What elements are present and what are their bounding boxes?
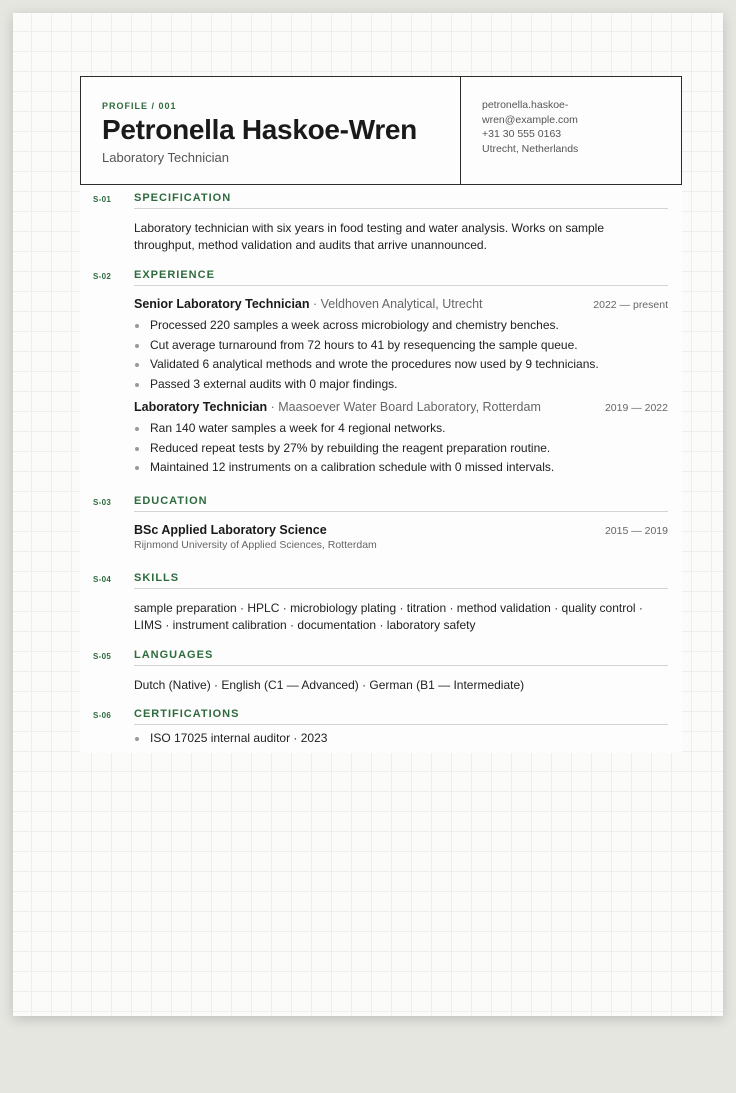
contact-email-line2: wren@example.com — [482, 113, 578, 126]
section-number: S-02 — [93, 272, 112, 281]
identity-block — [81, 77, 461, 184]
section-title: EDUCATION — [134, 495, 668, 512]
job-org: · Maasoever Water Board Laboratory, Rotterdam — [267, 399, 541, 414]
candidate-name: Petronella Haskoe-Wren — [102, 114, 417, 145]
job-header — [134, 400, 668, 414]
section-number: S-03 — [93, 498, 112, 507]
education-dates: 2015 — 2019 — [604, 525, 668, 537]
section-title: EXPERIENCE — [134, 269, 668, 286]
resume-page — [13, 13, 723, 1016]
contact-phone: +31 30 555 0163 — [482, 128, 562, 140]
resume-content — [80, 76, 682, 753]
section-title: SPECIFICATION — [134, 192, 668, 209]
job-bullet: Passed 3 external audits with 0 major findings. — [134, 375, 668, 395]
job-org: · Veldhoven Analytical, Utrecht — [309, 297, 483, 311]
job-bullet: Cut average turnaround from 72 hours to 41 by resequencing the sample queue. — [134, 336, 668, 356]
job-bullet: Processed 220 samples a week across microbiology and chemistry benches. — [134, 316, 668, 336]
contact-email-line1: petronella.haskoe- — [482, 99, 569, 111]
job-header — [134, 297, 668, 311]
section-number: S-01 — [93, 195, 112, 204]
section-title: SKILLS — [134, 572, 668, 589]
section-number: S-04 — [93, 575, 112, 584]
section-languages — [80, 649, 668, 694]
section-title: LANGUAGES — [134, 649, 668, 666]
section-experience — [80, 269, 668, 478]
certification-list — [134, 729, 668, 749]
job-dates: 2019 — 2022 — [604, 401, 668, 414]
section-specification — [80, 192, 668, 254]
job-entry — [134, 297, 668, 395]
certification-item: ISO 17025 internal auditor · 2023 — [134, 729, 668, 749]
job-bullet: Ran 140 water samples a week for 4 regional networks. — [134, 419, 668, 439]
contact-block — [461, 77, 681, 184]
job-bullet: Validated 6 analytical methods and wrote the procedures now used by 9 technicians. — [134, 355, 668, 375]
contact-email[interactable] — [482, 98, 681, 127]
contact-location: Utrecht, Netherlands — [482, 142, 579, 155]
resume-header — [80, 76, 682, 185]
section-education — [80, 495, 668, 551]
section-number: S-05 — [93, 652, 112, 661]
candidate-title: Laboratory Technician — [102, 150, 229, 165]
job-role: Senior Laboratory Technician — [134, 297, 310, 311]
job-role: Laboratory Technician — [134, 399, 268, 414]
job-dates: 2022 — present — [593, 299, 668, 311]
specification-text: Laboratory technician with six years in food testing and water analysis. Works on sample throughput, method validation and audits that arrive unannounced. — [134, 221, 605, 252]
degree: BSc Applied Laboratory Science — [134, 523, 327, 537]
skills-text: sample preparation · HPLC · microbiology plating · titration · method validation · quality control · LIMS · instrument calibration · documentation · laboratory safety — [134, 601, 643, 632]
section-skills — [80, 572, 668, 634]
job-bullet: Maintained 12 instruments on a calibration schedule with 0 missed intervals. — [134, 458, 668, 478]
job-bullets — [134, 316, 668, 395]
education-header — [134, 523, 668, 537]
section-title: CERTIFICATIONS — [134, 708, 668, 725]
languages-text: Dutch (Native) · English (C1 — Advanced) · German (B1 — Intermediate) — [134, 678, 525, 692]
institution: Rijnmond University of Applied Sciences, Rotterdam — [134, 539, 377, 551]
job-bullet: Reduced repeat tests by 27% by rebuilding the reagent preparation routine. — [134, 439, 668, 459]
section-certifications — [80, 708, 668, 749]
job-entry — [134, 400, 668, 478]
job-bullets — [134, 419, 668, 478]
section-number: S-06 — [93, 711, 112, 720]
profile-kicker: PROFILE / 001 — [102, 101, 177, 111]
